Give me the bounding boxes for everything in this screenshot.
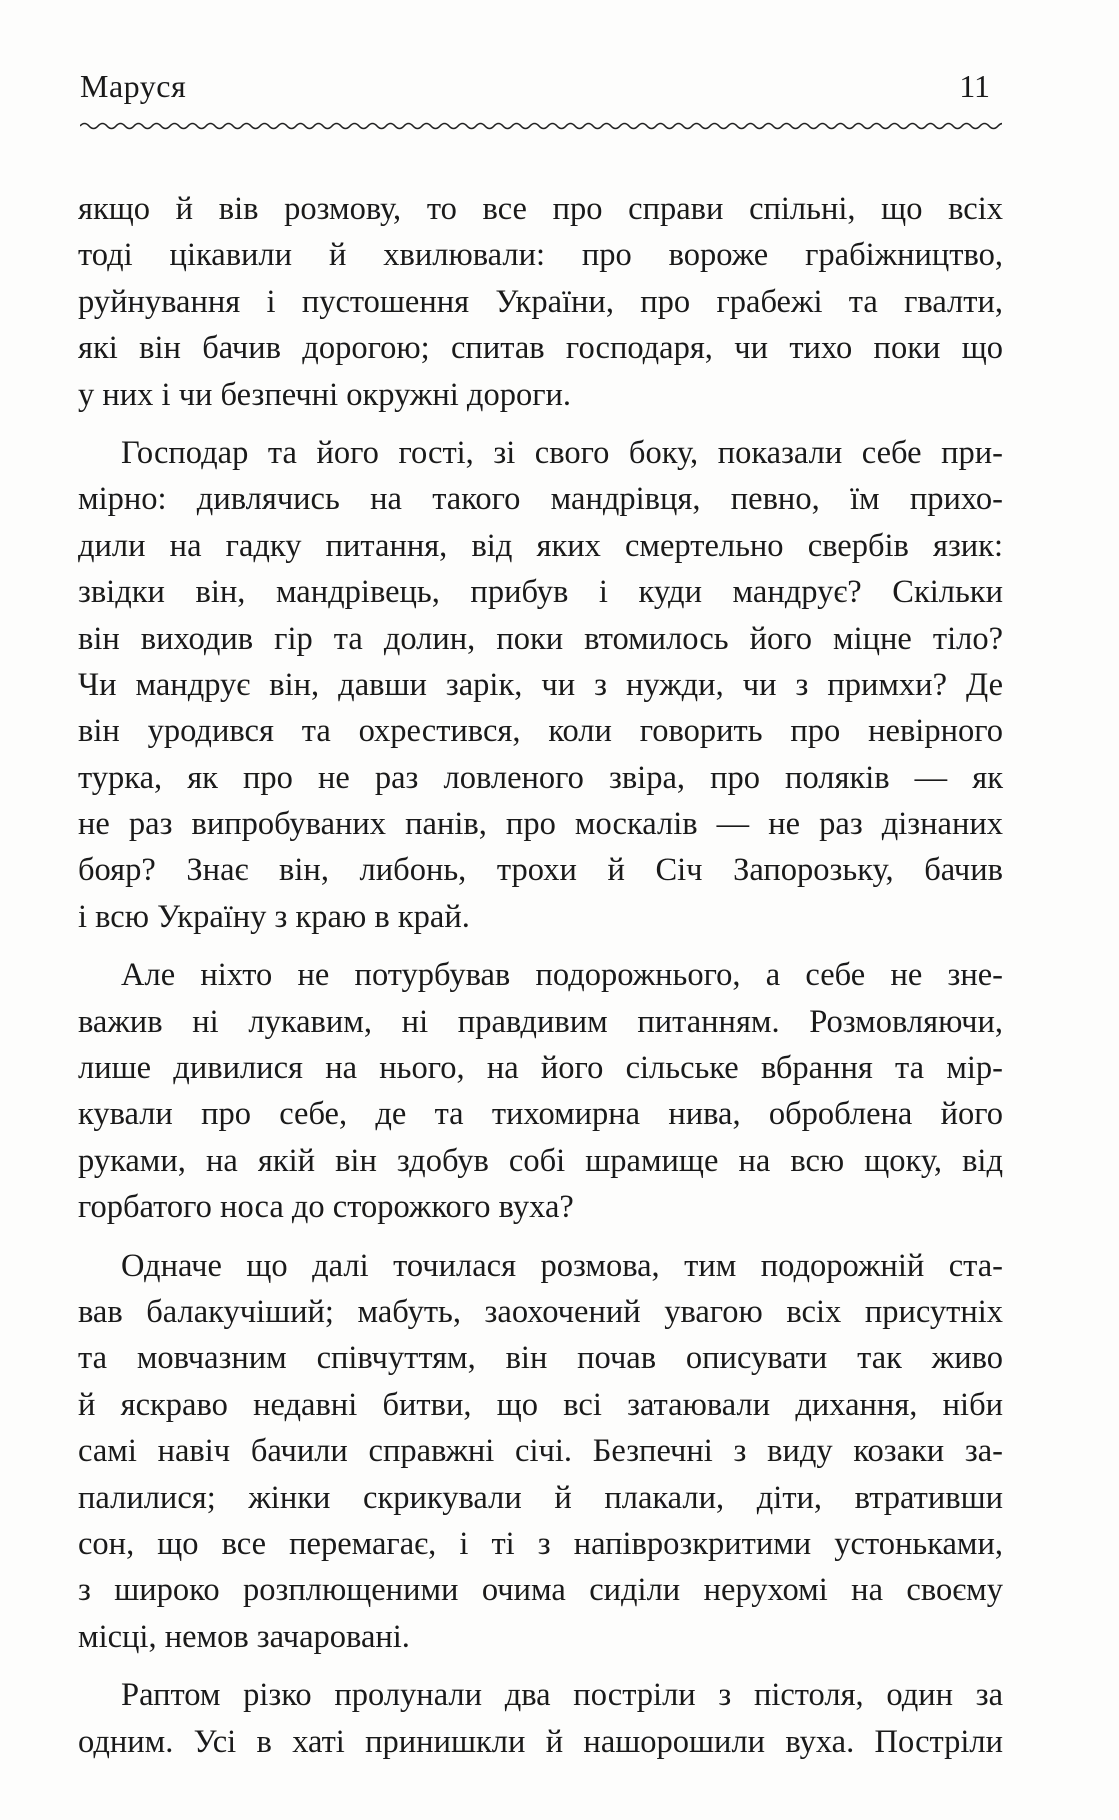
text-line: тоді цікавили й хвилювали: про вороже грабіжництво, [78,237,1003,274]
text-line: мірно: дивлячись на такого мандрівця, певно, їм прихо- [78,481,1003,518]
paragraph-gap [78,418,1003,430]
running-title: Маруся [80,68,187,104]
text-line: та мовчазним співчуттям, він почав описувати так живо [78,1340,1003,1377]
text-line: кували про себе, де та тихомирна нива, оброблена його [78,1096,1003,1133]
text-line: він виходив гір та долин, поки втомилось його міцне тіло? [78,620,1003,657]
text-line: Раптом різко пролунали два постріли з пістоля, один за [121,1677,1003,1714]
text-line: якщо й вів розмову, то все про справи спільні, що всіх [78,191,1003,227]
text-line: звідки він, мандрівець, прибув і куди мандрує? Скільки [78,574,1003,611]
text-line: бояр? Знає він, либонь, трохи й Січ Запорозьку, бачив [78,852,1003,889]
text-line: горбатого носа до сторожкого вуха? [78,1189,574,1226]
text-line: сон, що все перемагає, і ті з напіврозкритими устоньками, [78,1525,1003,1562]
paragraph-gap [78,1660,1003,1672]
wavy-rule-divider [80,120,1002,132]
text-line: Чи мандрує він, давши зарік, чи з нужди, чи з примхи? Де [78,666,1003,703]
text-line: турка, як про не раз ловленого звіра, про поляків — як [78,759,1003,796]
body-text [78,186,1003,1765]
text-line: самі навіч бачили справжні січі. Безпечні з виду козаки за- [78,1433,1003,1470]
text-line: руками, на якій він здобув собі шрамище на всю щоку, від [78,1142,1003,1179]
text-line: лише дивилися на нього, на його сільське вбрання та мір- [78,1050,1003,1087]
text-line: важив ні лукавим, ні правдивим питанням. Розмовляючи, [78,1003,1003,1040]
paragraph-gap [78,1231,1003,1243]
text-line: місці, немов зачаровані. [78,1618,410,1655]
text-line: Одначе що далі точилася розмова, тим подорожній ста- [121,1247,1003,1284]
text-line: одним. Усі в хаті принишкли й нашорошили вуха. Постріли [78,1723,1003,1760]
page-header [80,68,1000,118]
text-line: у них і чи безпечні окружні дороги. [78,376,572,413]
text-line: вав балакучіший; мабуть, заохочений увагою всіх присутніх [78,1293,1003,1330]
paragraph-gap [78,940,1003,952]
text-line: дили на гадку питання, від яких смертельно свербів язик: [78,527,1003,564]
text-line: з широко розплющеними очима сиділи нерухомі на своєму [78,1572,1003,1609]
text-line: які він бачив дорогою; спитав господаря, чи тихо поки що [78,330,1003,367]
text-line: не раз випробуваних панів, про москалів — не раз дізнаних [78,806,1003,843]
text-line: й яскраво недавні битви, що всі затаювали дихання, ніби [78,1386,1003,1423]
text-line: Господар та його гості, зі свого боку, показали себе при- [121,434,1003,471]
text-line: руйнування і пустошення України, про грабежі та гвалти, [78,283,1003,320]
text-line: і всю Україну з краю в край. [78,898,470,935]
text-line: він уродився та охрестився, коли говорить про невірного [78,713,1003,750]
page-number: 11 [959,68,990,104]
text-line: палилися; жінки скрикували й плакали, діти, втративши [78,1479,1003,1516]
text-line: Але ніхто не потурбував подорожнього, а себе не зне- [121,957,1003,994]
